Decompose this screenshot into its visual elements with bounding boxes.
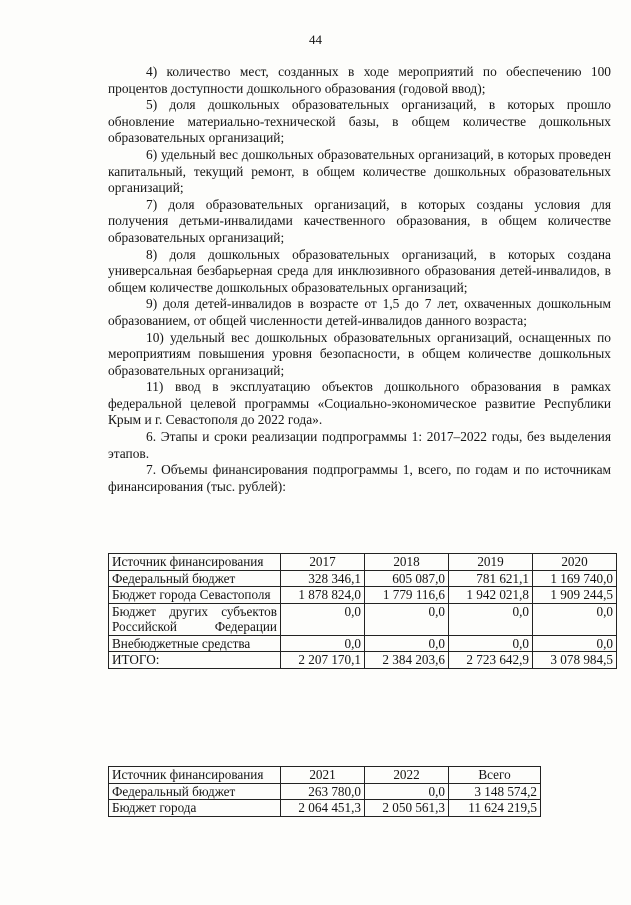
paragraph: 10) удельный вес дошкольных образовательных организаций, оснащенных по мероприятиям повышения уровня безопасности, в общем количестве дошкольных образовательных организаций; [108,329,611,378]
row-label: ИТОГО: [109,652,281,669]
table-cell: 1 779 116,6 [365,587,449,604]
table-cell: 2 050 561,3 [365,800,449,817]
header-cell: 2022 [365,767,449,784]
page-number: 44 [309,32,322,47]
table-row [109,570,617,587]
table-cell: 781 621,1 [449,570,533,587]
paragraph: 5) доля дошкольных образовательных организаций, в которых прошло обновление материально-технической базы, в общем количестве дошкольных образовательных организаций; [108,97,611,146]
header-cell: 2021 [281,767,365,784]
table-cell: 0,0 [365,635,449,652]
paragraph: 7. Объемы финансирования подпрограммы 1, всего, по годам и по источникам финансирования (тыс. рублей): [108,462,611,494]
table-cell: 2 064 451,3 [281,800,365,817]
table-cell: 2 723 642,9 [449,652,533,669]
table-cell: 3 148 574,2 [449,783,541,800]
paragraph: 9) доля детей-инвалидов в возрасте от 1,5 до 7 лет, охваченных дошкольным образованием, от общей численности детей-инвалидов данного возраста; [108,296,611,328]
header-cell: 2018 [365,554,449,571]
table-row [109,587,617,604]
table-row [109,635,617,652]
table-cell: 1 909 244,5 [533,587,617,604]
table-cell: 0,0 [449,635,533,652]
table-cell: 0,0 [533,603,617,635]
row-label: Федеральный бюджет [109,783,281,800]
header-cell: 2017 [281,554,365,571]
document-body [108,64,611,495]
table-cell: 1 878 824,0 [281,587,365,604]
row-label: Бюджет города [109,800,281,817]
table-cell: 11 624 219,5 [449,800,541,817]
table-cell: 0,0 [365,783,449,800]
table-row [109,603,617,635]
header-cell: 2020 [533,554,617,571]
paragraph: 11) ввод в эксплуатацию объектов дошкольного образования в рамках федеральной целевой программы «Социально-экономическое развитие Республики Крым и г. Севастополя до 2022 года». [108,379,611,428]
table-cell: 0,0 [281,635,365,652]
financing-table-2017-2020 [108,553,617,669]
table-cell: 3 078 984,5 [533,652,617,669]
paragraph: 8) доля дошкольных образовательных организаций, в которых создана универсальная безбарьерная среда для инклюзивного образования детей-инвалидов, в общем количестве дошкольных образовательных организаций; [108,246,611,295]
table-cell: 605 087,0 [365,570,449,587]
table-cell: 328 346,1 [281,570,365,587]
row-label: Внебюджетные средства [109,635,281,652]
table-cell: 2 207 170,1 [281,652,365,669]
paragraph: 6. Этапы и сроки реализации подпрограммы 1: 2017–2022 годы, без выделения этапов. [108,429,611,461]
row-label: Бюджет города Севастополя [109,587,281,604]
table-header-row [109,767,541,784]
table-cell: 263 780,0 [281,783,365,800]
financing-table-2021-2022 [108,766,541,817]
table-cell: 2 384 203,6 [365,652,449,669]
table-cell: 0,0 [281,603,365,635]
table-cell: 0,0 [533,635,617,652]
table-cell: 1 169 740,0 [533,570,617,587]
paragraph: 6) удельный вес дошкольных образовательных организаций, в которых проведен капитальный, текущий ремонт, в общем количестве дошкольных образовательных организаций; [108,146,611,196]
table-total-row [109,652,617,669]
header-cell: Источник финансирования [109,767,281,784]
row-label: Бюджет других субъектов Российской Федерации [109,603,281,635]
table-cell: 1 942 021,8 [449,587,533,604]
paragraph: 4) количество мест, созданных в ходе мероприятий по обеспечению 100 процентов доступности дошкольного образования (годовой ввод); [108,64,611,96]
header-cell: 2019 [449,554,533,571]
table-cell: 0,0 [365,603,449,635]
table-row [109,800,541,817]
table-cell: 0,0 [449,603,533,635]
header-cell: Всего [449,767,541,784]
header-cell: Источник финансирования [109,554,281,571]
paragraph: 7) доля образовательных организаций, в которых созданы условия для получения детьми-инвалидами качественного образования, в общем количестве образовательных организаций; [108,196,611,245]
row-label: Федеральный бюджет [109,570,281,587]
table-row [109,783,541,800]
table-header-row [109,554,617,571]
